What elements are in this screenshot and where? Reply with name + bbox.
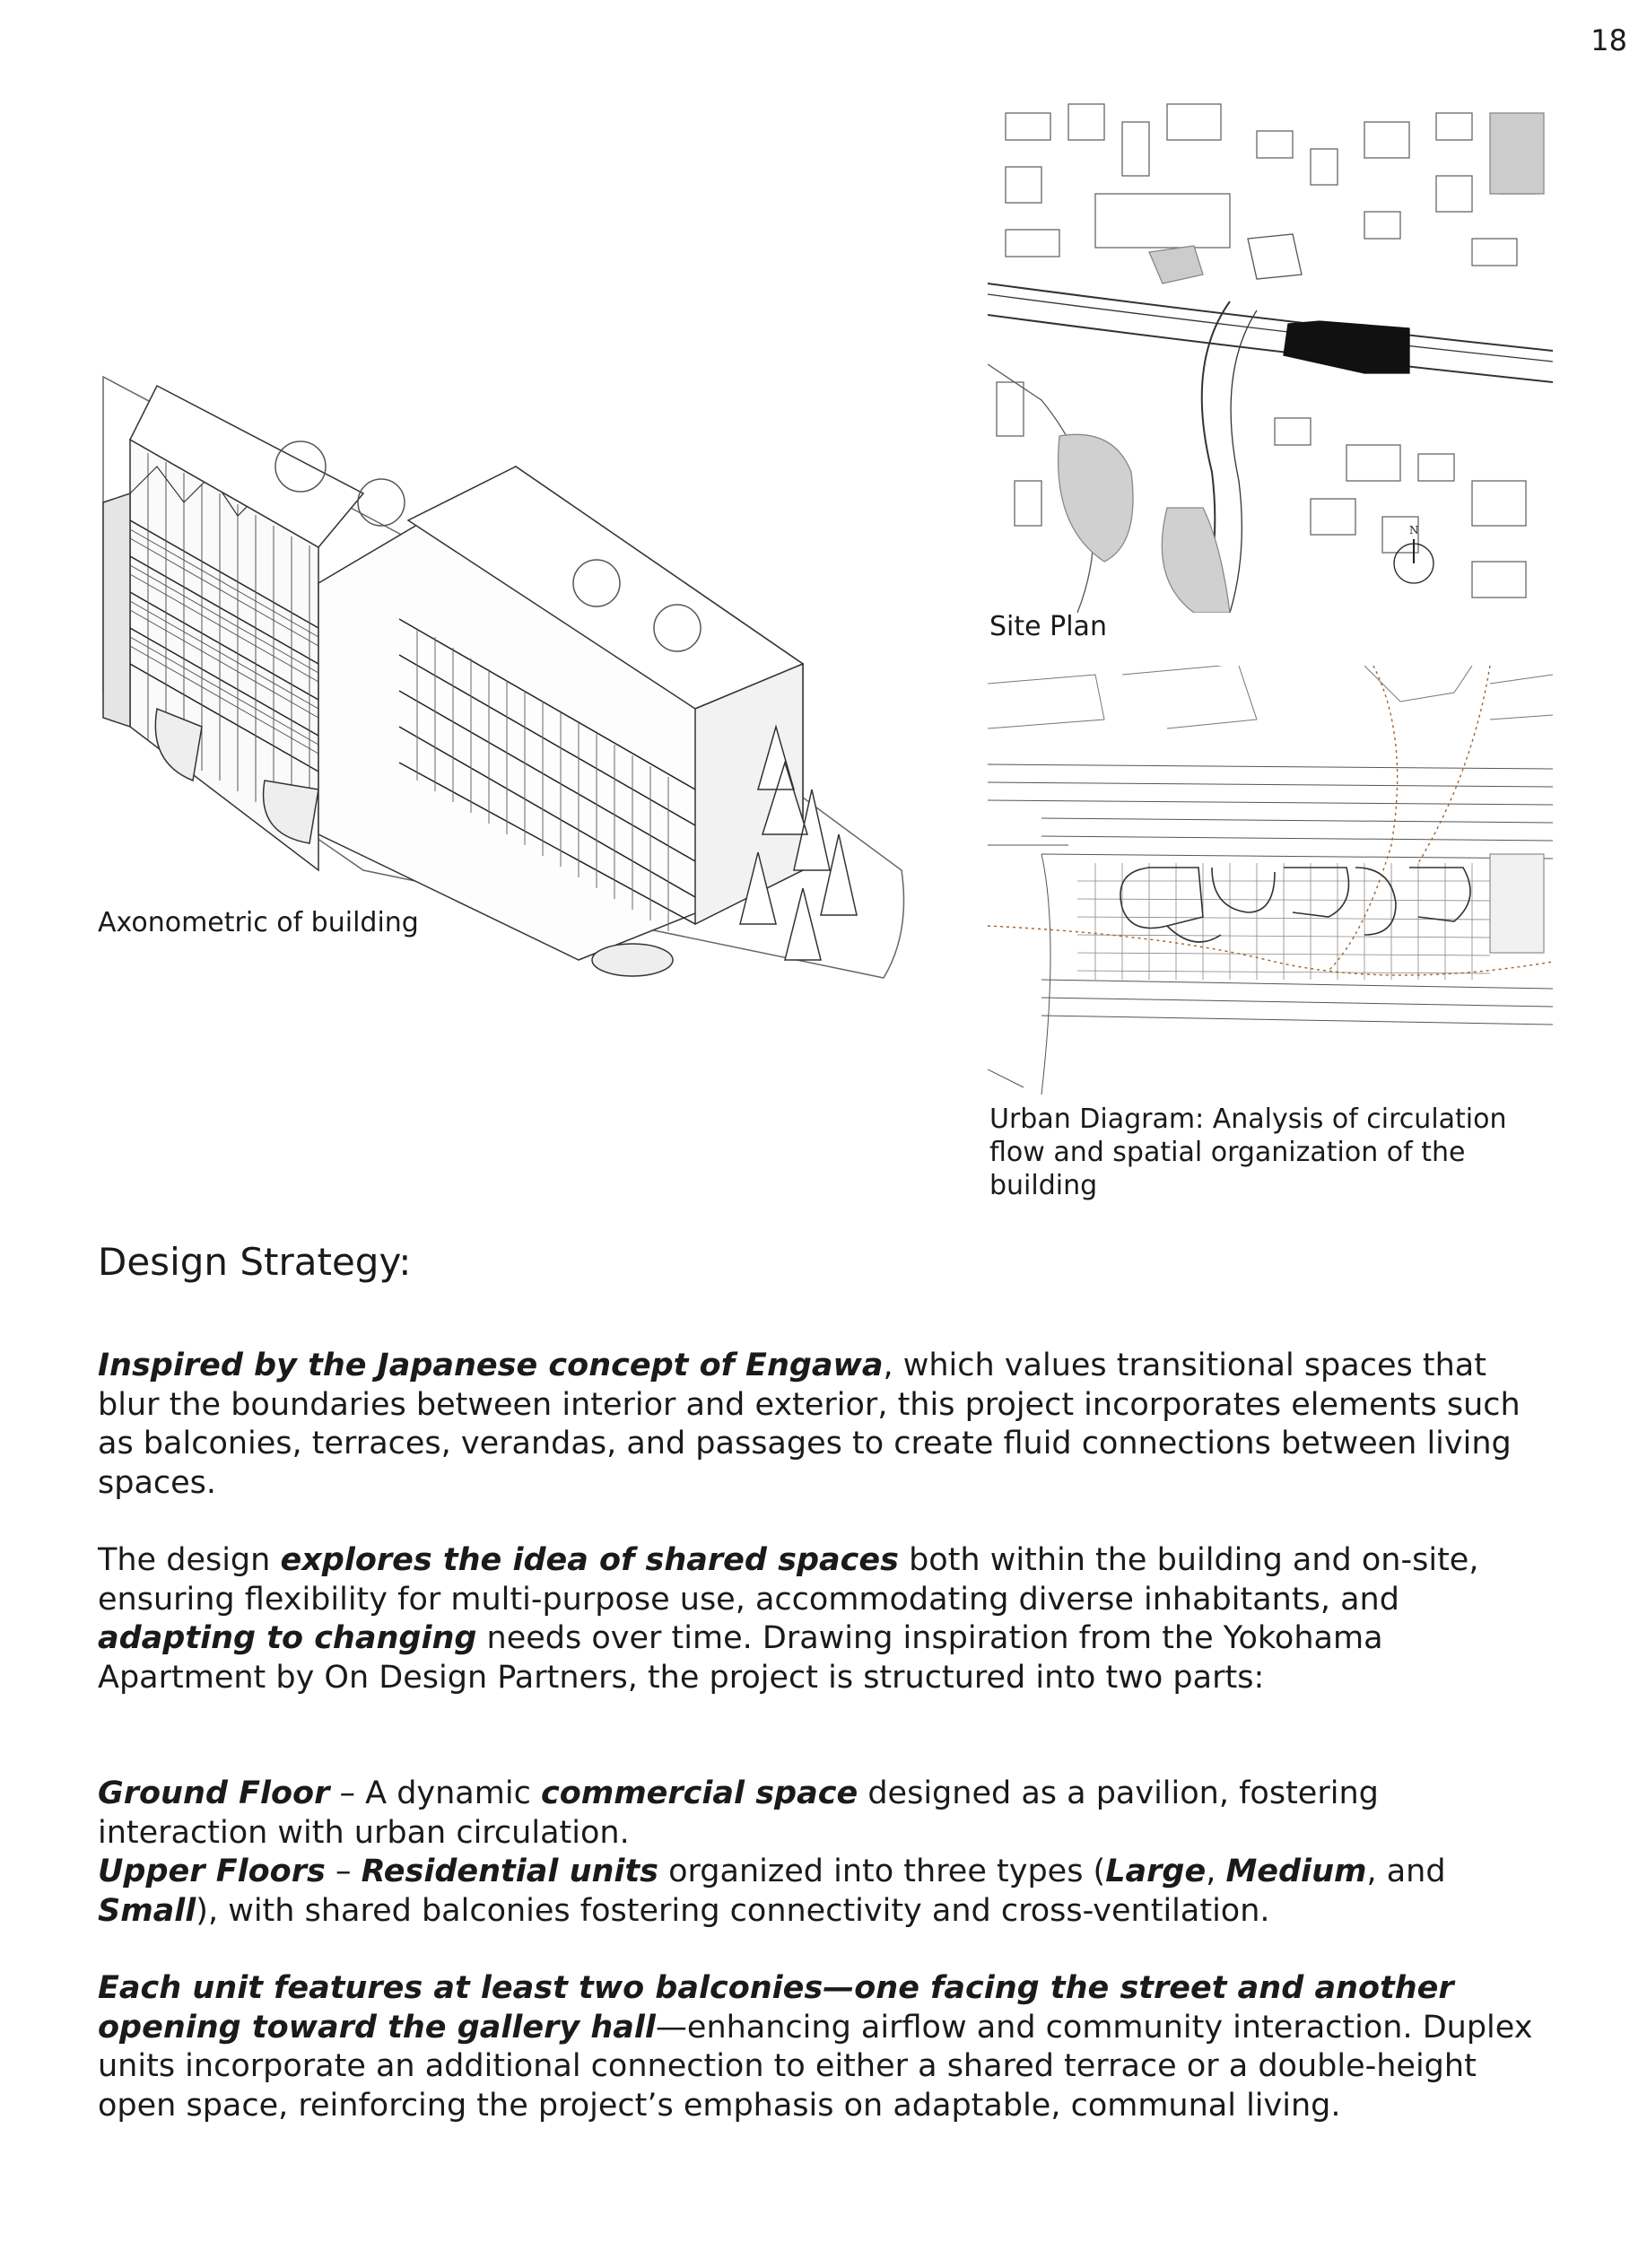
text: organized into three types (	[658, 1854, 1106, 1889]
axonometric-caption: Axonometric of building	[98, 907, 419, 938]
text: needs over time. Drawing inspiration from the Yokohama Apartment by On Design Partners, the project is structured into two parts:	[98, 1620, 1383, 1696]
text: The design	[98, 1542, 281, 1578]
paragraph-balconies	[98, 1969, 1533, 2125]
text: —enhancing airflow and community interaction. Duplex units incorporate an additional connection to either a shared terrace or a double-height open space, reinforcing the project’s emphasis on adaptable, communal living.	[98, 2009, 1533, 2124]
emphasis: Inspired by the Japanese concept of Engawa	[98, 1348, 884, 1383]
paragraph-floors	[98, 1775, 1533, 1931]
emphasis: Residential units	[361, 1854, 658, 1889]
text: designed as a pavilion, fostering interaction with urban circulation.	[98, 1775, 1379, 1851]
emphasis: Large	[1105, 1854, 1207, 1889]
emphasis: Ground Floor	[98, 1775, 330, 1811]
emphasis: Upper Floors	[98, 1854, 326, 1889]
text: ), with shared balconies fostering connectivity and cross-ventilation.	[196, 1892, 1270, 1929]
text: –	[325, 1854, 362, 1889]
paragraph-shared-spaces	[98, 1541, 1533, 1697]
emphasis: explores the idea of shared spaces	[280, 1542, 899, 1578]
text: , and	[1366, 1854, 1446, 1889]
section-heading: Design Strategy:	[98, 1240, 412, 1284]
urban-diagram-caption: Urban Diagram: Analysis of circulation flow and spatial organization of the building	[989, 1103, 1507, 1201]
north-label: N	[1409, 524, 1419, 536]
emphasis: commercial space	[540, 1775, 858, 1811]
axonometric-drawing	[94, 368, 919, 987]
paragraph-engawa	[98, 1347, 1533, 1503]
text: – A dynamic	[329, 1775, 541, 1811]
site-plan-map	[988, 95, 1553, 613]
emphasis: Small	[98, 1892, 196, 1929]
text: , which values transitional spaces that blur the boundaries between interior and exterior, this project incorporates elements such as balconies, terraces, verandas, and passages to create fluid connections between living spaces.	[98, 1348, 1521, 1501]
text: both within the building and on-site, ensuring flexibility for multi-purpose use, accommodating diverse inhabitants, and	[98, 1542, 1479, 1618]
site-plan-caption: Site Plan	[989, 611, 1107, 642]
emphasis: adapting to changing	[98, 1620, 477, 1656]
emphasis: Medium	[1225, 1854, 1367, 1889]
page-number: 18	[1590, 23, 1627, 57]
text: ,	[1206, 1854, 1226, 1889]
emphasis: Each unit features at least two balconies—one facing the street and another opening toward the gallery hall	[98, 1970, 1454, 2046]
urban-diagram	[988, 666, 1553, 1095]
